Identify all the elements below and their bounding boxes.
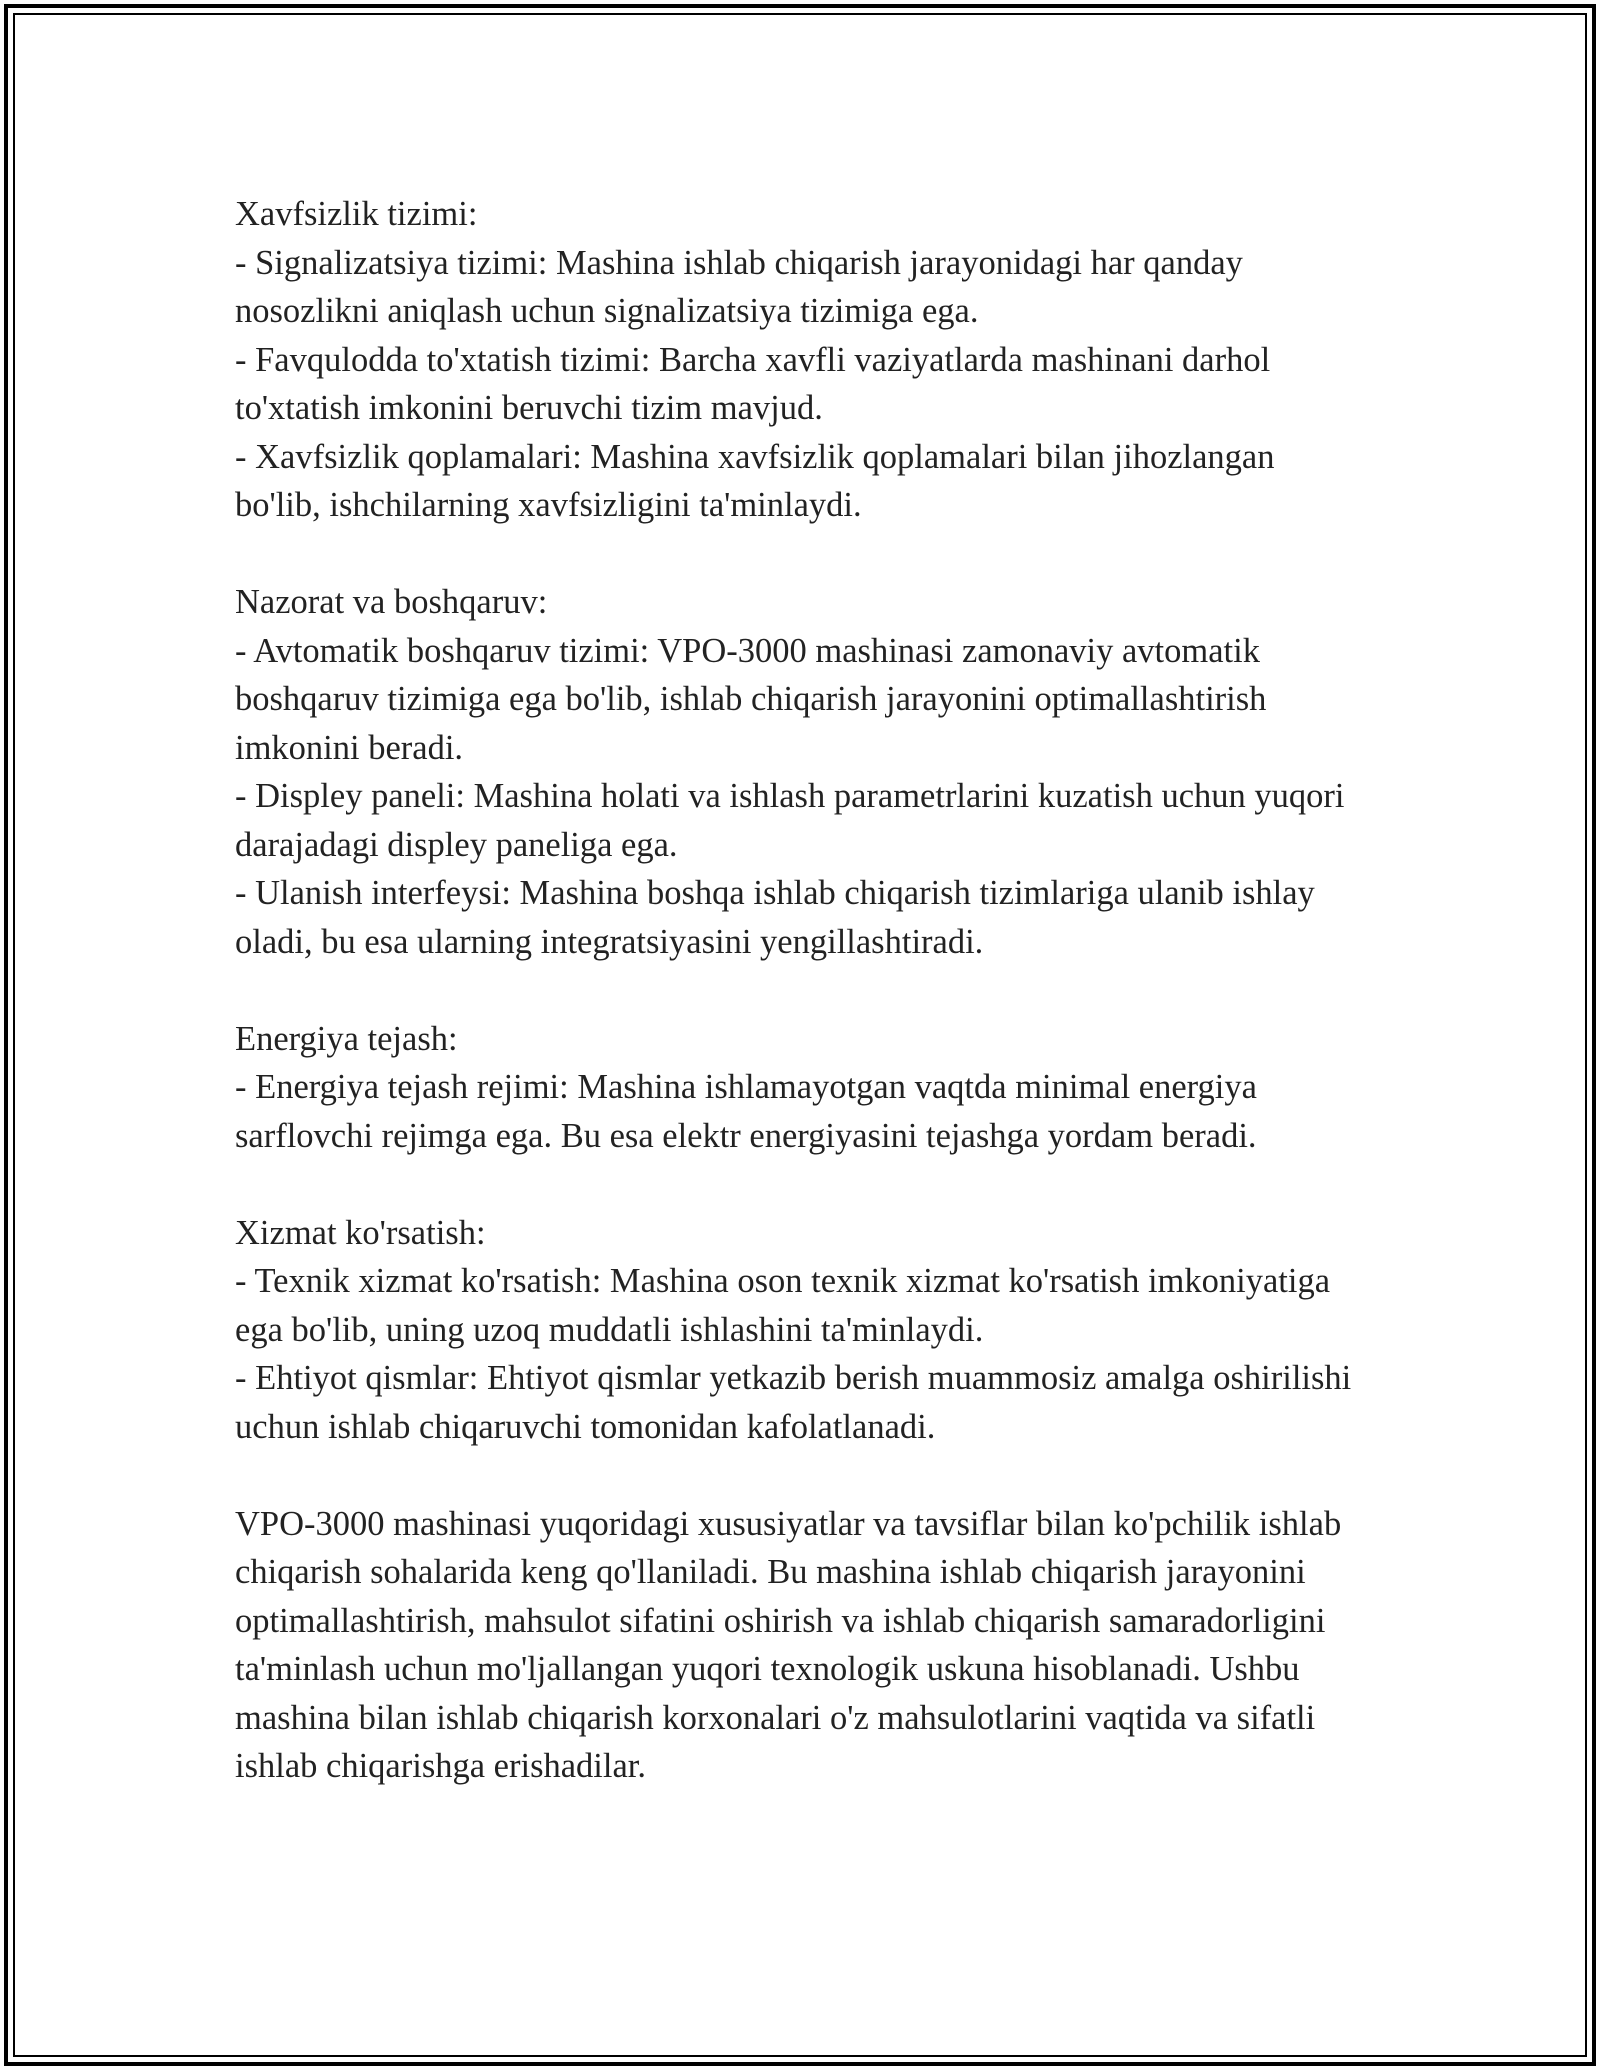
list-item: - Avtomatik boshqaruv tizimi: VPO-3000 mashinasi zamonaviy avtomatik boshqaruv tizimiga ega bo'lib, ishlab chiqarish jarayonini optimallashtirish imkonini beradi. <box>235 631 1267 767</box>
list-item: - Ehtiyot qismlar: Ehtiyot qismlar yetkazib berish muammosiz amalga oshirilishi uchun ishlab chiqaruvchi tomonidan kafolatlanadi. <box>235 1359 1352 1446</box>
section-conclusion <box>235 1500 1365 1791</box>
list-item: - Favqulodda to'xtatish tizimi: Barcha xavfli vaziyatlarda mashinani darhol to'xtatish imkonini beruvchi tizim mavjud. <box>235 340 1271 427</box>
section-heading: Nazorat va boshqaruv: <box>235 583 548 621</box>
section-heading: Xizmat ko'rsatish: <box>235 1213 486 1252</box>
list-item: - Displey paneli: Mashina holati va ishlash parametrlarini kuzatish uchun yuqori darajadagi displey paneliga ega. <box>235 777 1345 864</box>
conclusion-paragraph: VPO-3000 mashinasi yuqoridagi xususiyatlar va tavsiflar bilan ko'pchilik ishlab chiqarish sohalarida keng qo'llaniladi. Bu mashina ishlab chiqarish jarayonini optimallashtirish, mahsulot sifatini oshirish va ishlab chiqarish samaradorligini ta'minlash uchun mo'ljallangan yuqori texnologik uskuna hisoblanadi. Ushbu mashina bilan ishlab chiqarish korxonalari o'z mahsulotlarini vaqtida va sifatli ishlab chiqarishga erishadilar. <box>235 1504 1342 1785</box>
section-heading: Energiya tejash: <box>235 1019 458 1058</box>
document-body <box>235 190 1365 1839</box>
section-control <box>235 578 1365 966</box>
section-safety-system <box>235 190 1365 530</box>
section-heading: Xavfsizlik tizimi: <box>235 195 478 233</box>
list-item: - Texnik xizmat ko'rsatish: Mashina oson texnik xizmat ko'rsatish imkoniyatiga ega bo'lib, uning uzoq muddatli ishlashini ta'minlaydi. <box>235 1262 1331 1349</box>
section-service <box>235 1209 1365 1452</box>
list-item: - Xavfsizlik qoplamalari: Mashina xavfsizlik qoplamalari bilan jihozlangan bo'lib, ishchilarning xavfsizligini ta'minlaydi. <box>235 437 1275 524</box>
list-item: - Signalizatsiya tizimi: Mashina ishlab chiqarish jarayonidagi har qanday nosozlikni aniqlash uchun signalizatsiya tizimiga ega. <box>235 243 1243 330</box>
list-item: - Ulanish interfeysi: Mashina boshqa ishlab chiqarish tizimlariga ulanib ishlay oladi, bu esa ularning integratsiyasini yengillashtiradi. <box>235 874 1315 961</box>
section-energy-saving <box>235 1015 1365 1161</box>
list-item: - Energiya tejash rejimi: Mashina ishlamayotgan vaqtda minimal energiya sarflovchi rejimga ega. Bu esa elektr energiyasini tejashga yordam beradi. <box>235 1068 1257 1155</box>
